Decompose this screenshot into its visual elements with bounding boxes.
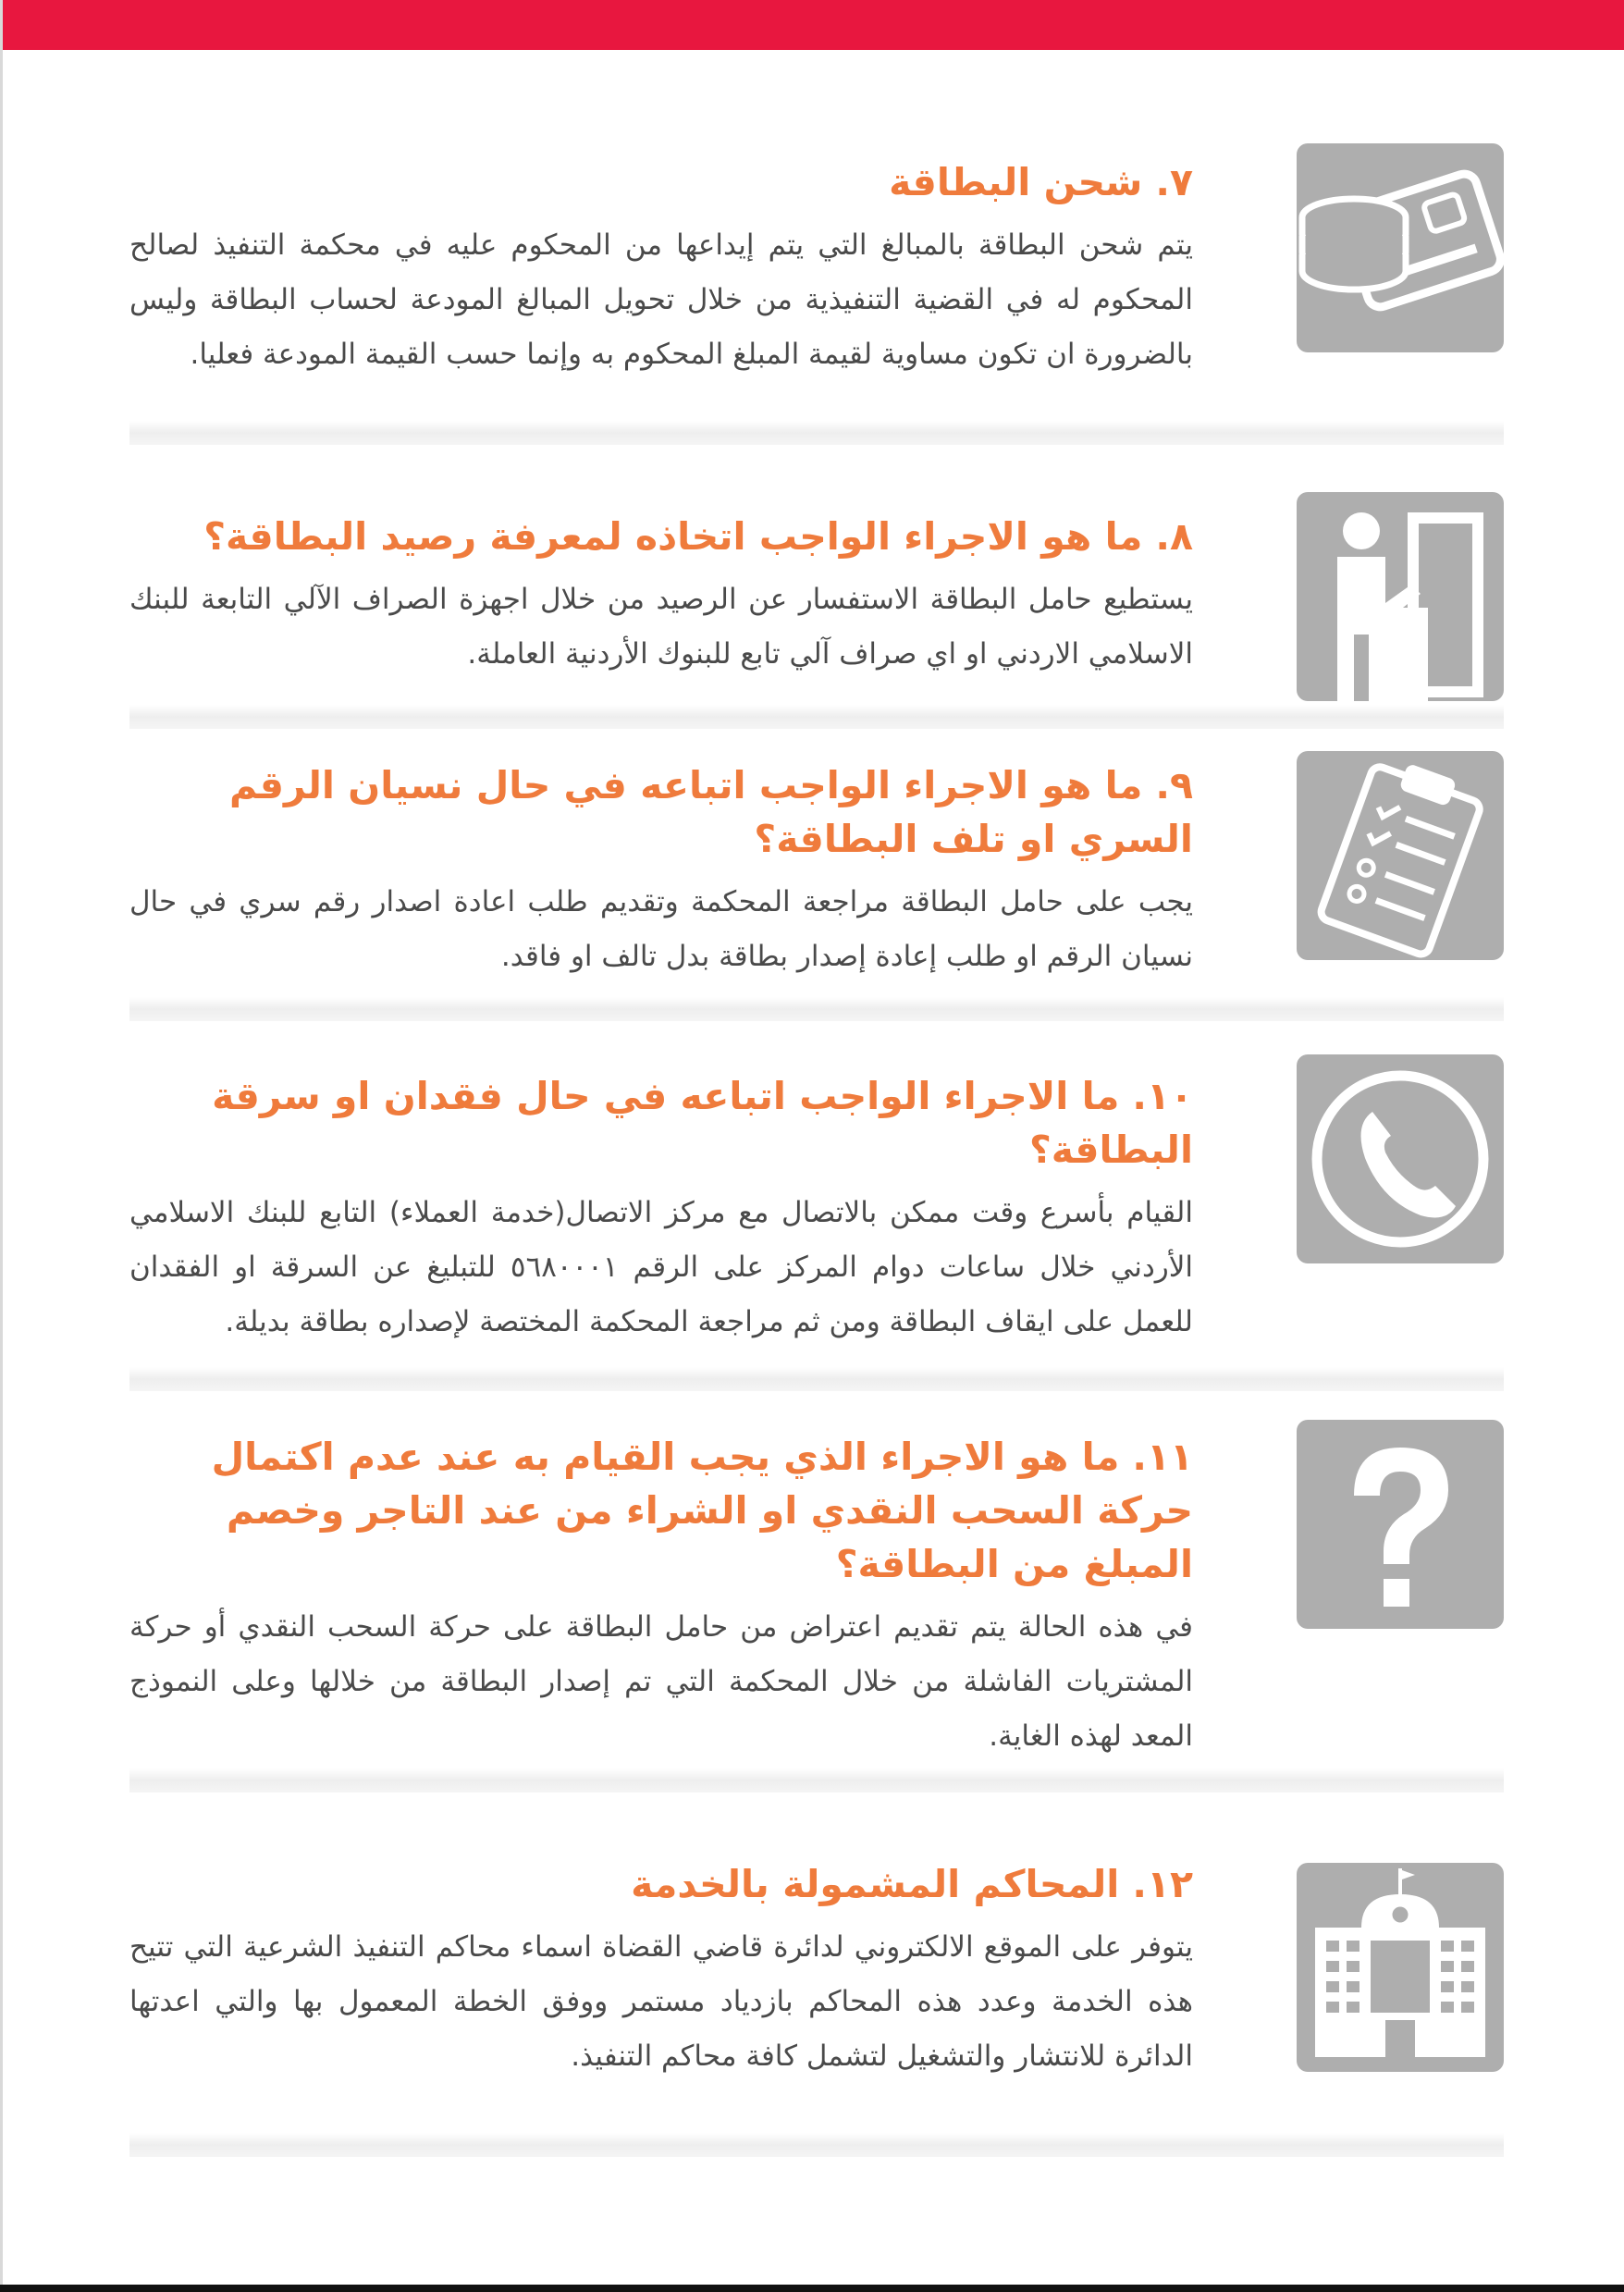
section-8-title: ما هو الاجراء الواجب اتخاذه لمعرفة رصيد البطاقة؟ — [203, 514, 1143, 559]
section-10-body: القيام بأسرع وقت ممكن بالاتصال مع مركز الاتصال(خدمة العملاء) التابع للبنك الاسلامي الأردني خلال ساعات دوام المركز على الرقم ٥٦٨٠٠٠١ للتبليغ عن السرقة او الفقدان للعمل على ايقاف البطاقة ومن ثم مراجعة المحكمة المختصة لإصداره بطاقة بديلة. — [129, 1196, 1194, 1338]
section-7-body: يتم شحن البطاقة بالمبالغ التي يتم إيداعها من المحكوم عليه في محكمة التنفيذ لصالح المحكوم له في القضية التنفيذية من خلال تحويل المبالغ المودعة لحساب البطاقة وليس بالضرورة ان تكون مساوية لقيمة المبلغ المحكوم به وإنما حسب القيمة المودعة فعليا. — [129, 228, 1193, 371]
section-11-body: في هذه الحالة يتم تقديم اعتراض من حامل البطاقة على حركة السحب النقدي أو حركة المشتريات الفاشلة من خلال المحكمة التي تم إصدار البطاقة من خلالها وعلى النموذج المعد لهذه الغاية. — [129, 1610, 1193, 1753]
court-building-icon — [1297, 1863, 1504, 2072]
section-10-heading — [129, 1069, 1193, 1177]
section-12-number: ١٢. — [1132, 1862, 1193, 1906]
section-8-number: ٨. — [1155, 514, 1193, 559]
question-mark-icon — [1297, 1420, 1504, 1629]
section-7-heading — [129, 155, 1193, 209]
section-10-number: ١٠. — [1132, 1074, 1193, 1118]
section-7-title: شحن البطاقة — [889, 160, 1143, 204]
atm-user-icon — [1297, 492, 1504, 701]
card-coins-icon — [1297, 143, 1504, 352]
section-divider — [129, 997, 1504, 1021]
top-color-bar — [0, 0, 1624, 50]
section-11-heading — [129, 1430, 1193, 1591]
section-12-heading — [129, 1857, 1193, 1911]
section-7-number: ٧. — [1155, 160, 1193, 204]
section-9-number: ٩. — [1155, 763, 1193, 807]
section-divider — [129, 705, 1504, 729]
section-divider — [129, 1768, 1504, 1793]
section-11-number: ١١. — [1132, 1435, 1193, 1479]
section-8-heading — [129, 510, 1193, 563]
section-divider — [129, 2133, 1504, 2157]
section-12-title: المحاكم المشمولة بالخدمة — [631, 1862, 1120, 1906]
phone-icon — [1297, 1054, 1504, 1263]
section-12-body: يتوفر على الموقع الالكتروني لدائرة قاضي القضاة اسماء محاكم التنفيذ الشرعية التي تتيح هذه الخدمة وعدد هذه المحاكم بازدياد مستمر ووفق الخطة المعمول بها والتي اعدتها الدائرة للانتشار والتشغيل لتشمل كافة محاكم التنفيذ. — [129, 1930, 1193, 2073]
clipboard-checklist-icon — [1297, 751, 1504, 960]
section-divider — [129, 421, 1504, 445]
page-edge — [0, 0, 3, 2292]
section-11-title: ما هو الاجراء الذي يجب القيام به عند عدم اكتمال حركة السحب النقدي او الشراء من عند التاجر وخصم المبلغ من البطاقة؟ — [211, 1435, 1193, 1586]
section-9-heading — [129, 758, 1193, 866]
section-9-title: ما هو الاجراء الواجب اتباعه في حال نسيان الرقم السري او تلف البطاقة؟ — [228, 763, 1193, 861]
section-divider — [129, 1367, 1504, 1391]
section-10-title: ما الاجراء الواجب اتباعه في حال فقدان او سرقة البطاقة؟ — [212, 1074, 1193, 1172]
page-edge-bottom — [0, 2285, 1624, 2292]
section-8-body: يستطيع حامل البطاقة الاستفسار عن الرصيد من خلال اجهزة الصراف الآلي التابعة للبنك الاسلامي الاردني او اي صراف آلي تابع للبنوك الأردنية العاملة. — [129, 583, 1193, 671]
section-9-body: يجب على حامل البطاقة مراجعة المحكمة وتقديم طلب اعادة اصدار رقم سري في حال نسيان الرقم او طلب إعادة إصدار بطاقة بدل تالف او فاقد. — [129, 885, 1193, 973]
